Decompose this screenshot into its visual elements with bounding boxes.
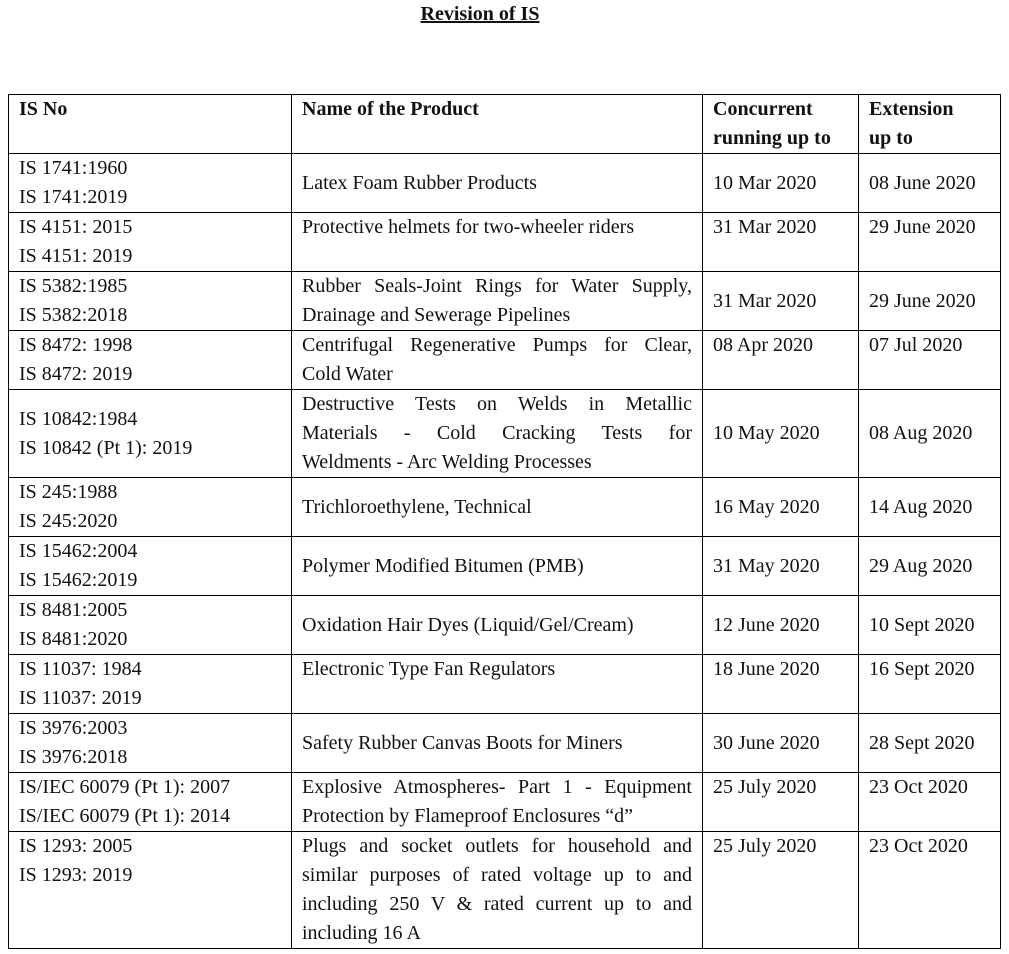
table-row	[9, 773, 1001, 832]
is-number: IS 8481:2005	[19, 599, 128, 621]
is-number: IS 5382:2018	[19, 304, 128, 326]
concurrent-date: 18 June 2020	[713, 658, 820, 680]
cell-extension	[859, 213, 1001, 272]
cell-is-no	[9, 832, 292, 949]
table-row	[9, 213, 1001, 272]
concurrent-date: 10 May 2020	[713, 422, 820, 444]
product-name-line: Centrifugal Regenerative Pumps for Clear,	[302, 334, 692, 356]
product-name-line: including 16 A	[302, 922, 421, 944]
is-number: IS 1293: 2019	[19, 864, 133, 886]
cell-concurrent	[703, 773, 859, 832]
cell-concurrent	[703, 478, 859, 537]
concurrent-date: 16 May 2020	[713, 495, 820, 518]
extension-date: 23 Oct 2020	[869, 835, 968, 857]
cell-extension	[859, 478, 1001, 537]
extension-date: 29 Aug 2020	[869, 554, 973, 577]
header-extension: Extension up to	[859, 95, 1001, 154]
product-name-line: Destructive Tests on Welds in Metallic	[302, 393, 692, 415]
revision-table	[8, 94, 1001, 949]
cell-product	[292, 537, 703, 596]
concurrent-date: 30 June 2020	[713, 731, 820, 754]
product-name-line: Polymer Modified Bitumen (PMB)	[302, 554, 584, 577]
is-number: IS 1741:2019	[19, 186, 128, 208]
is-number: IS 1293: 2005	[19, 835, 133, 857]
is-number: IS 8472: 2019	[19, 363, 133, 385]
extension-date: 16 Sept 2020	[869, 658, 975, 680]
cell-product	[292, 331, 703, 390]
product-name-line: Protective helmets for two-wheeler riders	[302, 216, 635, 238]
cell-is-no	[9, 537, 292, 596]
concurrent-date: 08 Apr 2020	[713, 334, 813, 356]
cell-concurrent	[703, 596, 859, 655]
cell-extension	[859, 596, 1001, 655]
table-row	[9, 537, 1001, 596]
table-row	[9, 154, 1001, 213]
is-number: IS 245:2020	[19, 510, 118, 532]
cell-product	[292, 596, 703, 655]
extension-date: 23 Oct 2020	[869, 776, 968, 798]
extension-date: 08 Aug 2020	[869, 422, 973, 444]
cell-concurrent	[703, 655, 859, 714]
extension-date: 29 June 2020	[869, 289, 976, 312]
cell-is-no	[9, 154, 292, 213]
concurrent-date: 10 Mar 2020	[713, 171, 817, 194]
extension-date: 28 Sept 2020	[869, 731, 975, 754]
is-number: IS 245:1988	[19, 481, 118, 503]
cell-concurrent	[703, 714, 859, 773]
product-name-line: Electronic Type Fan Regulators	[302, 658, 556, 680]
extension-date: 14 Aug 2020	[869, 495, 973, 518]
product-name-line: Cold Water	[302, 363, 393, 385]
cell-is-no	[9, 331, 292, 390]
cell-concurrent	[703, 272, 859, 331]
header-concurrent: Concurrent running up to	[703, 95, 859, 154]
is-number: IS 10842:1984	[19, 407, 138, 430]
concurrent-date: 25 July 2020	[713, 776, 817, 798]
page-title: Revision of IS	[420, 3, 540, 25]
table-row	[9, 832, 1001, 949]
is-number: IS 3976:2018	[19, 746, 128, 768]
cell-concurrent	[703, 537, 859, 596]
header-row	[9, 95, 1001, 154]
table-row	[9, 272, 1001, 331]
cell-extension	[859, 154, 1001, 213]
cell-extension	[859, 537, 1001, 596]
product-name-line: Latex Foam Rubber Products	[302, 171, 537, 194]
cell-concurrent	[703, 154, 859, 213]
header-is-no: IS No	[9, 95, 292, 154]
cell-is-no	[9, 390, 292, 478]
product-name-line: Oxidation Hair Dyes (Liquid/Gel/Cream)	[302, 613, 634, 636]
cell-concurrent	[703, 331, 859, 390]
product-name-line: Drainage and Sewerage Pipelines	[302, 304, 571, 326]
product-name-line: Materials - Cold Cracking Tests for	[302, 422, 692, 444]
table-row	[9, 714, 1001, 773]
is-number: IS 8472: 1998	[19, 334, 133, 356]
cell-product	[292, 832, 703, 949]
product-name-line: Rubber Seals-Joint Rings for Water Supply,	[302, 275, 692, 297]
product-name-line: Protection by Flameproof Enclosures “d”	[302, 805, 634, 827]
is-number: IS 4151: 2019	[19, 245, 133, 267]
table-row	[9, 478, 1001, 537]
cell-is-no	[9, 478, 292, 537]
cell-extension	[859, 714, 1001, 773]
extension-date: 29 June 2020	[869, 216, 976, 238]
table-row	[9, 596, 1001, 655]
product-name-line: including 250 V & rated current up to and	[302, 893, 692, 915]
cell-is-no	[9, 596, 292, 655]
cell-is-no	[9, 655, 292, 714]
cell-extension	[859, 390, 1001, 478]
product-name-line: Trichloroethylene, Technical	[302, 495, 532, 518]
cell-extension	[859, 832, 1001, 949]
cell-product	[292, 272, 703, 331]
cell-product	[292, 213, 703, 272]
is-number: IS 15462:2019	[19, 569, 138, 591]
header-product: Name of the Product	[292, 95, 703, 154]
cell-product	[292, 478, 703, 537]
extension-date: 07 Jul 2020	[869, 334, 963, 356]
is-number: IS 15462:2004	[19, 540, 138, 562]
table-row	[9, 655, 1001, 714]
extension-date: 10 Sept 2020	[869, 613, 975, 636]
product-name-line: Plugs and socket outlets for household and	[302, 835, 692, 857]
is-number: IS 8481:2020	[19, 628, 128, 650]
is-number: IS 5382:1985	[19, 275, 128, 297]
cell-product	[292, 390, 703, 478]
product-name-line: Safety Rubber Canvas Boots for Miners	[302, 731, 623, 754]
cell-concurrent	[703, 390, 859, 478]
is-number: IS/IEC 60079 (Pt 1): 2007	[19, 776, 231, 798]
is-number: IS 1741:1960	[19, 157, 128, 179]
extension-date: 08 June 2020	[869, 171, 976, 194]
is-number: IS 3976:2003	[19, 717, 128, 739]
cell-extension	[859, 272, 1001, 331]
product-name-line: Explosive Atmospheres- Part 1 - Equipment	[302, 776, 692, 798]
concurrent-date: 31 Mar 2020	[713, 216, 817, 238]
product-name-line: Weldments - Arc Welding Processes	[302, 451, 592, 473]
concurrent-date: 12 June 2020	[713, 613, 820, 636]
cell-product	[292, 154, 703, 213]
cell-concurrent	[703, 832, 859, 949]
product-name-line: similar purposes of rated voltage up to and	[302, 864, 692, 886]
cell-extension	[859, 773, 1001, 832]
cell-extension	[859, 655, 1001, 714]
cell-is-no	[9, 714, 292, 773]
cell-product	[292, 773, 703, 832]
is-number: IS 4151: 2015	[19, 216, 133, 238]
is-number: IS 10842 (Pt 1): 2019	[19, 436, 193, 459]
cell-is-no	[9, 213, 292, 272]
cell-product	[292, 655, 703, 714]
table-row	[9, 331, 1001, 390]
table-row	[9, 390, 1001, 478]
cell-product	[292, 714, 703, 773]
concurrent-date: 25 July 2020	[713, 835, 817, 857]
cell-is-no	[9, 272, 292, 331]
cell-concurrent	[703, 213, 859, 272]
concurrent-date: 31 May 2020	[713, 554, 820, 577]
concurrent-date: 31 Mar 2020	[713, 289, 817, 312]
is-number: IS 11037: 2019	[19, 687, 142, 709]
cell-extension	[859, 331, 1001, 390]
is-number: IS/IEC 60079 (Pt 1): 2014	[19, 805, 231, 827]
cell-is-no	[9, 773, 292, 832]
is-number: IS 11037: 1984	[19, 658, 142, 680]
